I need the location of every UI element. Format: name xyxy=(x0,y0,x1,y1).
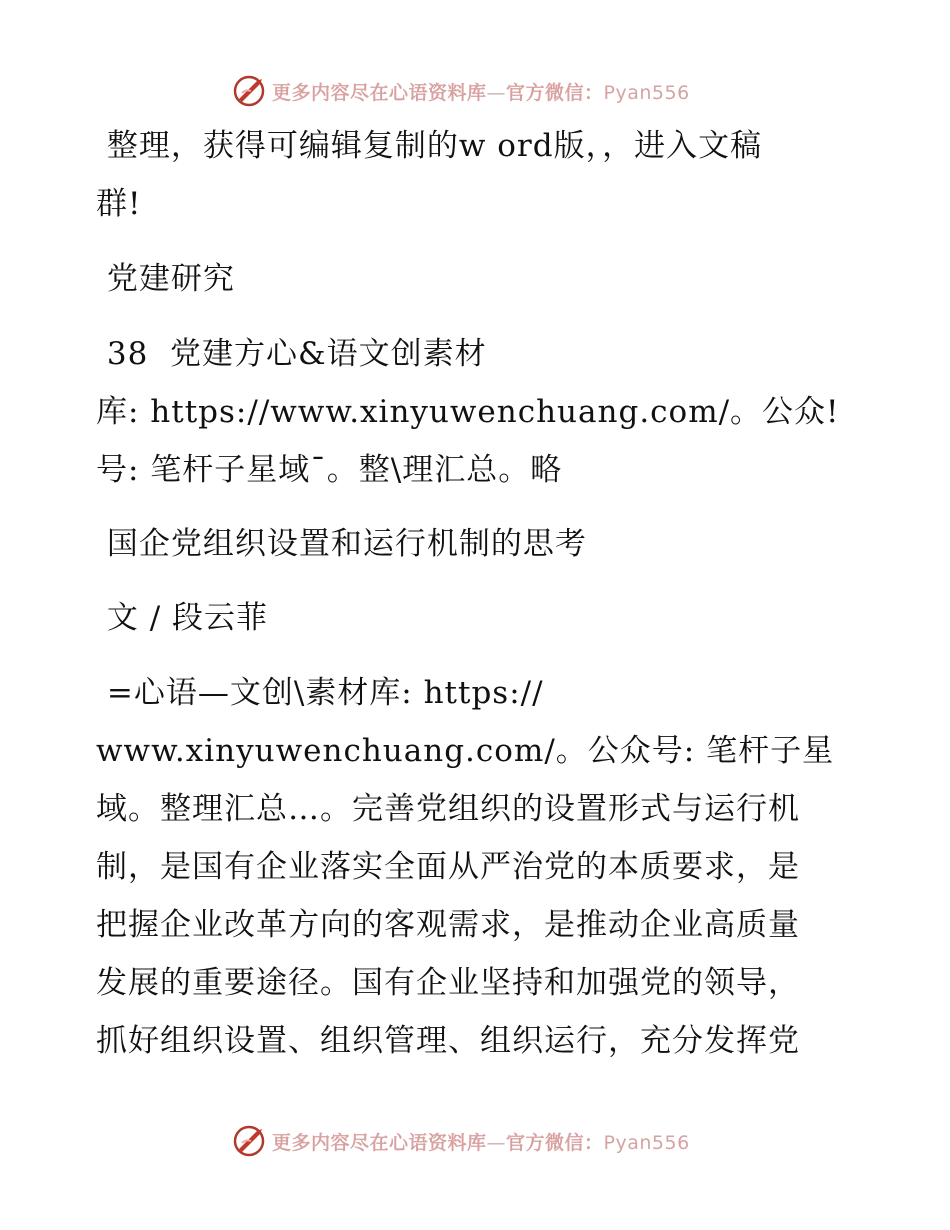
section-heading: 党建研究 xyxy=(96,261,235,297)
article-author: 文 / 段云菲 xyxy=(96,600,269,636)
paragraph-line-3: 把握企业改革方向的客观需求，是推动企业高质量 xyxy=(96,907,800,943)
text-line-5: 号: 笔杆子星域¯。整\理汇总。略 xyxy=(96,452,563,488)
watermark-contact: 官方微信： xyxy=(506,1132,604,1154)
paragraph-line-1: 域。整理汇总…。完善党组织的设置形式与运行机 xyxy=(96,791,800,827)
article-title: 国企党组织设置和运行机制的思考 xyxy=(96,526,587,562)
watermark-banner-top xyxy=(0,70,950,110)
text-line-2: 群! xyxy=(96,186,142,222)
watermark-wechat-id: Pyan556 xyxy=(603,82,690,104)
watermark-banner-bottom xyxy=(0,1120,950,1160)
watermark-dash: — xyxy=(486,1132,507,1154)
paragraph-line-5: 抓好组织设置、组织管理、组织运行，充分发挥党 xyxy=(96,1023,800,1059)
watermark-text: 更多内容尽在心语资料库 xyxy=(272,82,487,104)
text-line-4: 库: https://www.xinyuwenchuang.com/。公众! xyxy=(96,394,840,430)
watermark-dash: — xyxy=(486,82,507,104)
pen-logo-icon xyxy=(233,1123,267,1157)
text-line-3: 38 党建方心&语文创素材 xyxy=(96,336,487,372)
paragraph-line-4: 发展的重要途径。国有企业坚持和加强党的领导， xyxy=(96,965,800,1001)
text-line-1: 整理，获得可编辑复制的w ord版，，进入文稿 xyxy=(96,128,763,164)
text-line-6: =心语—文创\素材库: https:// xyxy=(96,675,544,711)
paragraph-line-2: 制，是国有企业落实全面从严治党的本质要求，是 xyxy=(96,849,800,885)
watermark-contact: 官方微信： xyxy=(506,82,604,104)
watermark-text: 更多内容尽在心语资料库 xyxy=(272,1132,487,1154)
pen-logo-icon xyxy=(233,73,267,107)
text-line-7: www.xinyuwenchuang.com/。公众号: 笔杆子星 xyxy=(96,733,835,769)
watermark-wechat-id: Pyan556 xyxy=(603,1132,690,1154)
